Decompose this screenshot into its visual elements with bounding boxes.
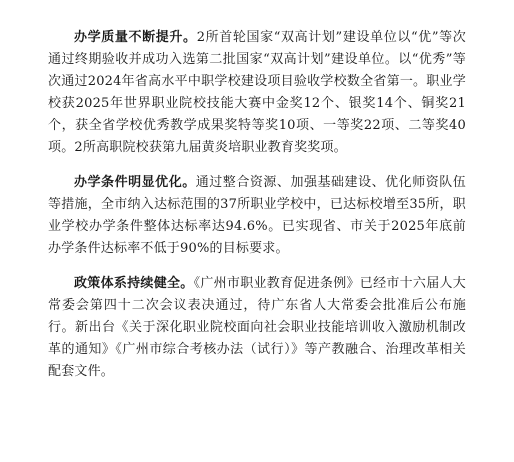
paragraph-school-conditions [48,172,466,260]
paragraph-heading: 办学条件明显优化。 [74,175,196,190]
paragraph-text: 2所首轮国家“双高计划”建设单位以“优”等次通过终期验收并成功入选第二批国家“双高计划”建设单位。以“优秀”等次通过2024年省高水平中职学校建设项目验收学校数全省第一。职业学校获2025年世界职业院校技能大赛中金奖12个、银奖14个、铜奖21个，获全省学校优秀教学成果奖特等奖10项、一等奖22项、二等奖40项。2所高职院校获第九届黄炎培职业教育奖奖项。 [48,30,466,155]
paragraph-text: 通过整合资源、加强基础建设、优化师资队伍等措施，全市纳入达标范围的37所职业学校中，已达标校增至35所，职业学校办学条件整体达标率达94.6%。已实现省、市关于2025年底前办学条件达标率不低于90%的目标要求。 [48,175,466,256]
paragraph-text: 《广州市职业教育促进条例》已经市十六届人大常委会第四十二次会议表决通过，待广东省人大常委会批准后公布施行。新出台《关于深化职业院校面向社会职业技能培训收入激励机制改革的通知》《广州市综合考核办法（试行）》等产教融合、治理改革相关配套文件。 [48,276,466,379]
paragraph-heading: 办学质量不断提升。 [74,30,197,45]
paragraph-education-quality [48,27,466,159]
paragraph-policy-system [48,273,466,383]
paragraph-heading: 政策体系持续健全。 [74,276,194,291]
